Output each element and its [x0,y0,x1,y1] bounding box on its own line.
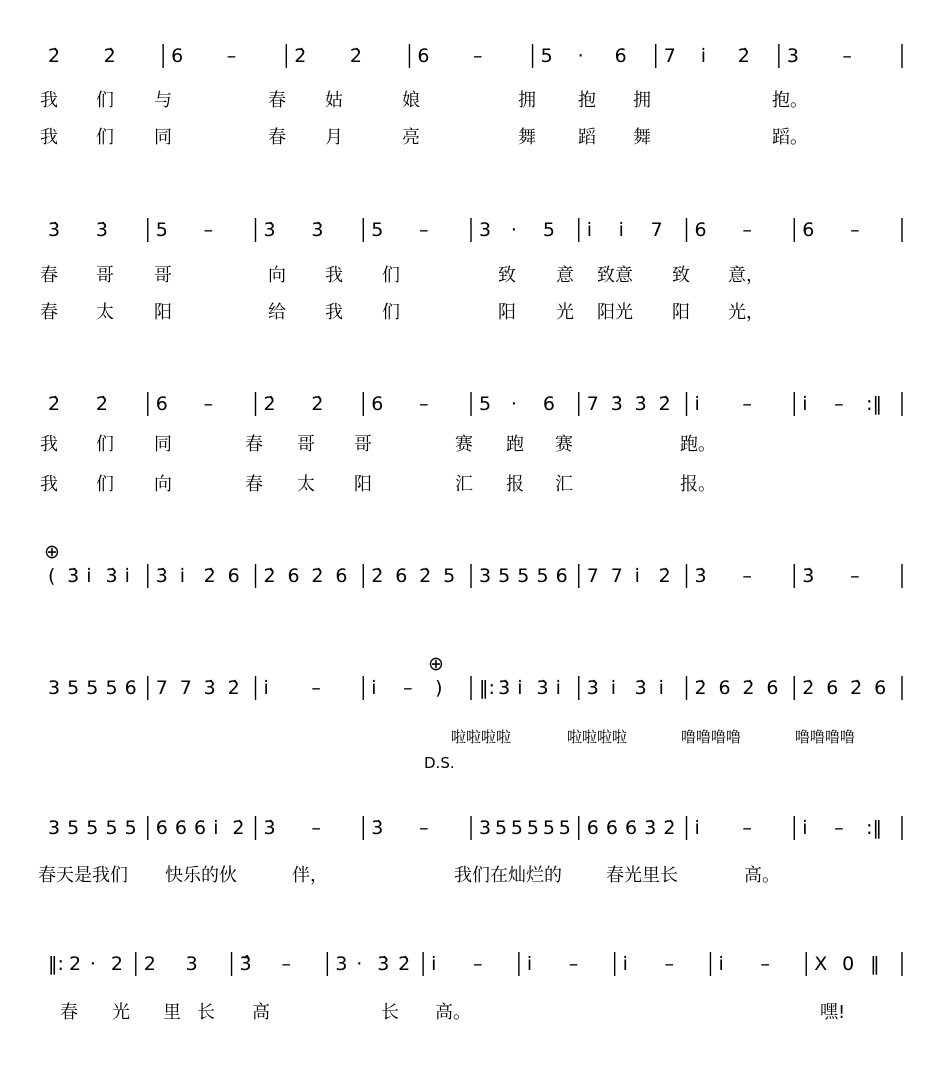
note: – [403,677,413,699]
note: 2 [143,953,156,975]
note: 6 [155,393,168,415]
note: 6 [614,45,627,67]
note: 3 [335,953,348,975]
lyric: 阳 [498,302,516,323]
lyric: 汇 [555,474,573,495]
note: 5 [494,817,508,839]
note: 2̇ [663,817,676,839]
note: – [419,393,429,415]
note: i̇ [618,219,624,241]
note: 2̇ [737,45,750,67]
lyric: 舞 [633,127,651,148]
note: 5 [536,565,549,587]
lyric: 高。 [435,1002,471,1023]
note: 5 [443,565,456,587]
note: – [850,565,860,587]
lyric: 赛 [555,434,573,455]
score-notation [44,44,902,976]
note: 3̇ [610,393,623,415]
note: 2̇ [294,45,307,67]
lyric: 汇 [455,474,473,495]
note: · [577,45,584,67]
lyrics-system-5 [424,728,855,772]
note: 5 [86,677,99,699]
note: 2̇ [311,565,324,587]
lyric: 意， [728,265,764,286]
lyric: 拥 [518,90,536,111]
note: 3̇ [536,677,549,699]
note: i̇ [694,817,700,839]
lyric: 光 [112,1002,130,1023]
note: 2̇ [419,565,432,587]
note: i̇ [526,953,533,975]
note: – [419,817,429,839]
lyric: 向 [268,265,286,286]
note: 2 [68,953,82,975]
note: i̇ [802,817,808,839]
note: i̇ [610,677,616,699]
lyric: 阳 [354,474,372,495]
lyric: 噜噜噜噜 [681,728,742,746]
note: 3̇ [634,393,647,415]
lyric: 蹈。 [772,127,808,148]
note: 6 [586,817,599,839]
lyric: 姑 [325,90,343,111]
lyric: 同 [154,127,172,148]
lyric: 跑。 [680,434,716,455]
note: i̇ [658,677,664,699]
note: – [203,219,214,241]
lyric: 抱。 [772,90,808,111]
note: 2̇ [658,565,671,587]
lyric: 太 [297,474,315,495]
lyric: 拥 [633,90,651,111]
note: 5 [498,565,511,587]
note: 6 [694,219,707,241]
note: 5 [124,817,137,839]
note: i̇ [634,565,640,587]
note: ‖ [870,953,880,975]
note: 3̇ [311,219,324,241]
note: 2̇ [203,565,216,587]
lyric: 高 [252,1002,270,1023]
lyric: 娘 [402,90,420,111]
note: 3̇ [95,219,108,241]
note: – [226,45,237,67]
lyric: 致 [498,265,516,286]
note: i̇ [718,953,724,975]
note: 3̇ [644,817,657,839]
note: 3 [479,219,492,241]
note: · [510,393,517,415]
note: 6 [335,565,348,587]
note: 2̇ [802,677,815,699]
da-segno-mark: D.S. [424,754,455,772]
note: i̇ [694,393,700,415]
note: i̇ [371,677,377,699]
note: 3̇ [371,817,384,839]
note: 3̇ [203,677,216,699]
note: – [834,393,844,415]
lyric: 蹈 [578,127,596,148]
lyric: 阳光 [597,302,633,323]
note: 3̇ [263,219,276,241]
note: :‖ [866,817,882,839]
note: · [510,219,517,241]
note: 3̇ [634,677,647,699]
note: 5 [542,817,555,839]
lyric: 噜噜噜噜 [795,728,856,746]
note: 7 [586,393,599,415]
lyric: 啦啦啦啦 [567,728,628,746]
note: 5 [558,817,571,839]
note: 7 [663,45,676,67]
lyric: 们 [382,265,400,286]
lyric: 春光里长 [606,865,678,886]
note: i̇ [517,677,523,699]
note: 6 [227,565,240,587]
note: 7 [586,565,599,587]
note: i̇ [700,45,707,67]
note: – [311,817,321,839]
lyric: 长 [381,1002,399,1023]
lyric: 我 [40,127,58,148]
note: i̇ [622,953,628,975]
note: i̇ [586,219,593,241]
note: i̇ [263,677,269,699]
lyrics-system-7 [60,1002,845,1023]
note: 2̇ [263,565,276,587]
note: 6 [874,677,887,699]
note: 2̇ [48,393,61,415]
note: 6 [605,817,618,839]
note: 7 [179,677,192,699]
lyric: 春 [245,474,263,495]
note: 3̂ [239,953,252,975]
note: 6 [802,219,815,241]
lyric: 阳 [154,302,172,323]
note: 6 [542,393,555,415]
note: 2̇ [311,393,324,415]
lyric: 舞 [518,127,536,148]
note: – [664,953,675,975]
note: 3̇ [802,565,815,587]
note: i̇ [124,565,130,587]
lyric: 春天是我们 [38,865,128,886]
note: 3 [479,817,492,839]
note: 5 [526,817,539,839]
note: 2̇ [48,45,61,67]
note: 3 [786,45,799,67]
note: 3 [48,677,61,699]
note: 3̇ [586,677,599,699]
note: 2̇ [232,817,245,839]
note: 5 [155,219,168,241]
lyrics-system-3 [40,434,716,495]
lyrics-system-2 [40,265,764,323]
note: :‖ [866,393,882,415]
note: i̇ [213,817,219,839]
lyric: 我 [40,90,58,111]
lyric: 亮 [402,127,420,148]
note: 3̇ [155,565,168,587]
note: X [814,953,828,975]
note: 2̇ [227,677,240,699]
note: – [473,953,483,975]
note: 6 [625,817,638,839]
lyric: 伴， [292,865,328,886]
note: 6 [555,565,568,587]
note: 3 [48,817,61,839]
lyric: 光， [728,302,764,323]
note: 2̇ [742,677,755,699]
note: ) [435,677,443,699]
lyric: 月 [325,127,343,148]
note: 6 [371,393,384,415]
note: 2̇ [658,393,671,415]
note: – [842,45,852,67]
note: 7 [610,565,623,587]
lyric: 报 [506,474,524,495]
lyric: 抱 [578,90,596,111]
note: i̇ [431,953,437,975]
note: 2̇ [263,393,276,415]
lyric: 们 [96,474,114,495]
note: 5 [67,677,80,699]
note: ‖: [479,677,495,699]
note: 6 [124,677,137,699]
lyric: 与 [154,90,172,111]
lyric: 春 [268,127,286,148]
note: 0 [842,953,855,975]
note: 5 [105,817,118,839]
note: i̇ [555,677,561,699]
lyric: 春 [40,265,58,286]
lyric: 我 [40,434,58,455]
lyric: 太 [96,302,114,323]
note: 3̇ [377,953,390,975]
lyric: 向 [154,474,172,495]
note: 6 [155,817,168,839]
note: 5 [517,565,530,587]
lyric: 们 [382,302,400,323]
note: – [311,677,321,699]
lyric: 高。 [744,865,780,886]
lyric: 快乐的伙 [165,865,237,886]
note: 6 [417,45,430,67]
note: 6 [174,817,187,839]
note: 6 [718,677,731,699]
note: · [89,953,96,975]
note: ‖: [48,953,64,975]
note: 5 [542,219,555,241]
note: 2̇ [371,565,384,587]
lyric: 哥 [354,434,372,455]
note: 7 [650,219,663,241]
lyric: 哥 [96,265,114,286]
note: – [742,565,752,587]
note: – [742,219,752,241]
lyric: 哥 [154,265,172,286]
note: 2̇ [95,393,108,415]
note: 5 [86,817,99,839]
note: 5 [510,817,524,839]
note: 2̇ [850,677,863,699]
note: 6 [287,565,300,587]
lyric: 哥 [297,434,315,455]
lyric: 我 [325,302,343,323]
note: 3 [479,565,492,587]
lyric: 给 [268,302,286,323]
note: 6 [766,677,779,699]
note: 3 [185,953,198,975]
lyric: 长 [197,1002,215,1023]
note: 3̇ [67,565,80,587]
lyric: 春 [245,434,263,455]
note: 5 [67,817,80,839]
lyric: 春 [268,90,286,111]
note: 2̇ [398,953,411,975]
note: 6 [395,565,408,587]
note: 7 [155,677,168,699]
note: i̇ [802,393,808,415]
lyric: 春 [40,302,58,323]
lyric: 报。 [680,474,716,495]
note: 5 [479,393,492,415]
lyric: 意 [556,265,574,286]
lyric: 们 [96,127,114,148]
lyric: 致 [672,265,690,286]
lyric: 们 [96,434,114,455]
lyric: 阳 [672,302,690,323]
note: 6 [194,817,207,839]
coda-sign: ⊕ [44,541,60,563]
note: i̇ [86,565,92,587]
note: 2̇ [349,45,362,67]
note: 3̇ [48,219,61,241]
note: – [742,817,752,839]
note: – [850,219,860,241]
note: 2̇ [694,677,707,699]
note: 3̇ [105,565,118,587]
note: – [473,45,483,67]
note: – [281,953,291,975]
note: 3̇ [498,677,511,699]
note: – [203,393,214,415]
lyric: 我们在灿烂的 [454,865,562,886]
lyric: 我 [325,265,343,286]
note: 5 [105,677,118,699]
lyric: 我 [40,474,58,495]
note: – [834,817,844,839]
lyric: 春 [60,1002,78,1023]
note: 5 [540,45,553,67]
lyric: 跑 [506,434,524,455]
note: – [568,953,579,975]
note: 6 [826,677,839,699]
note: 3̇ [263,817,276,839]
note: ( [48,565,56,587]
note: 2 [110,953,123,975]
note: 3̇ [694,565,707,587]
lyrics-system-1 [40,90,808,148]
lyric: 同 [154,434,172,455]
lyric: 致意 [597,265,633,286]
lyrics-system-6 [38,865,780,886]
note: – [760,953,770,975]
lyric: 们 [96,90,114,111]
note: · [356,953,363,975]
lyric: 赛 [455,434,473,455]
lyric: 嘿! [820,1002,846,1023]
note: – [742,393,752,415]
coda-sign: ⊕ [428,653,444,675]
note: i̇ [179,565,185,587]
note: 2̇ [103,45,116,67]
lyric: 啦啦啦啦 [451,728,512,746]
note: 5 [371,219,384,241]
note: – [419,219,429,241]
lyric: 里 [163,1002,181,1023]
note: 6 [171,45,184,67]
lyric: 光 [556,302,574,323]
